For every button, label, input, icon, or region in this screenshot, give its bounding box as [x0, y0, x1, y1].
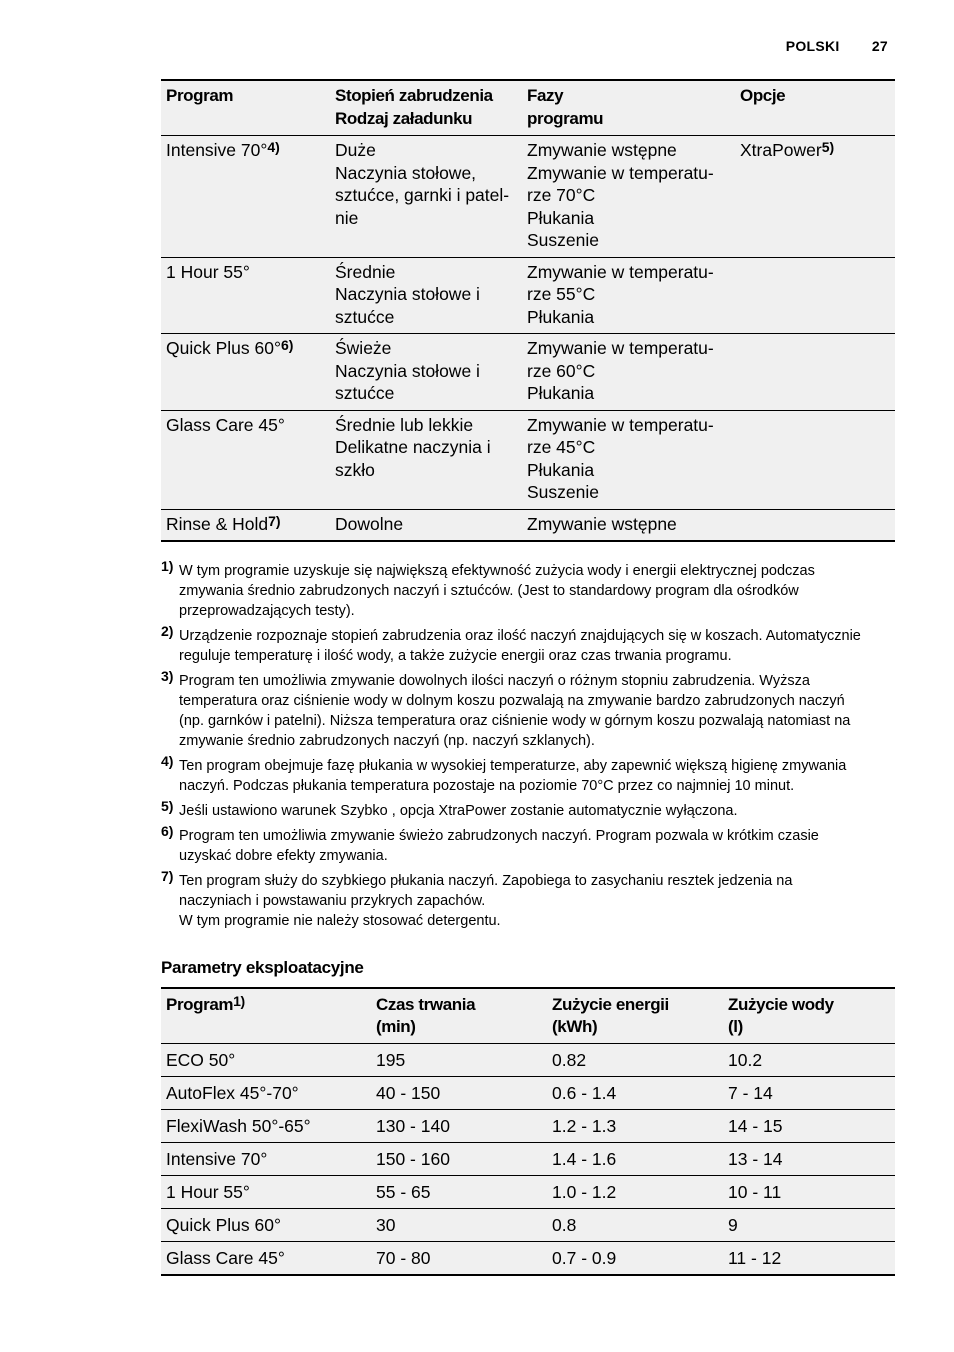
footnote: [161, 558, 901, 621]
footnote-number: 3): [161, 668, 174, 684]
language-label: POLSKI: [785, 38, 840, 54]
cell-soil: [330, 257, 522, 334]
footnote-text: przeprowadzających testy).: [179, 603, 355, 619]
footnote-text: (np. garnków i patelni). Niższa temperatura oraz ciśnienie wody w górnym koszu pozwalają natomiast na: [179, 713, 851, 729]
footnote-number: 7): [161, 868, 174, 884]
table-row: [161, 1209, 895, 1242]
cell-option: [735, 410, 895, 509]
cell-phases: [522, 136, 735, 258]
phase-line: Zmywanie w temperatu-: [527, 162, 714, 183]
cell-program: [161, 136, 330, 258]
soil-line: Naczynia stołowe i: [335, 360, 480, 381]
header-energy: Zużycie energii (kWh): [547, 988, 723, 1044]
footnote: [161, 868, 901, 931]
cell-program: Quick Plus 60°: [161, 1209, 371, 1242]
phase-line: Suszenie: [527, 230, 599, 250]
footnote-number: 6): [161, 823, 174, 839]
footnote-text: Ten program służy do szybkiego płukania naczyń. Zapobiega to zasychaniu resztek jedzenia na: [179, 873, 793, 889]
program-name: Rinse & Hold: [166, 513, 269, 534]
phase-line: rze 70°C: [527, 185, 596, 205]
cell-option: [735, 509, 895, 541]
footnote-text: temperatura oraz ciśnienie wody w dolnym koszu pozwalają na zmywanie bardzo zabrudzonych naczyń: [179, 693, 845, 709]
cell-program: AutoFlex 45°-70°: [161, 1077, 371, 1110]
footnote-ref: 5): [821, 139, 835, 155]
cell-program: [161, 410, 330, 509]
cell-soil: [330, 334, 522, 411]
cell-water: 7 - 14: [723, 1077, 895, 1110]
footnote-ref: 7): [268, 512, 281, 529]
soil-line: nie: [335, 207, 359, 228]
program-name: 1 Hour 55°: [166, 261, 250, 282]
soil-line: Dowolne: [335, 513, 404, 534]
cell-energy: 1.2 - 1.3: [547, 1110, 723, 1143]
program-name: Quick Plus 60°: [166, 338, 281, 358]
program-table: [161, 79, 895, 542]
footnote-ref: 1): [233, 993, 245, 1009]
cell-energy: 0.7 - 0.9: [547, 1242, 723, 1276]
cell-energy: 0.82: [547, 1044, 723, 1077]
footnote: [161, 798, 901, 821]
table-row: [161, 1044, 895, 1077]
footnotes: [161, 558, 901, 936]
phase-line: Zmywanie w temperatu-: [527, 414, 714, 435]
cell-phases: [522, 334, 735, 411]
table-row: [161, 509, 895, 541]
cell-duration: 40 - 150: [371, 1077, 547, 1110]
soil-line: Średnie: [335, 261, 396, 282]
phase-line: Zmywanie w temperatu-: [527, 261, 714, 282]
footnote-text: Urządzenie rozpoznaje stopień zabrudzenia oraz ilość naczyń znajdujących się w koszach. Automatycznie: [179, 628, 861, 644]
cell-option: [735, 136, 895, 258]
cell-energy: 0.6 - 1.4: [547, 1077, 723, 1110]
header-phases: Fazy programu: [522, 80, 735, 136]
phase-line: rze 60°C: [527, 360, 596, 381]
page-number: 27: [871, 38, 888, 54]
option-name: XtraPower: [740, 140, 822, 160]
phase-line: Zmywanie wstępne: [527, 513, 677, 534]
cell-program: 1 Hour 55°: [161, 1176, 371, 1209]
phase-line: Zmywanie wstępne: [527, 140, 677, 160]
header-water: Zużycie wody (l): [723, 988, 895, 1044]
footnote-text: W tym programie uzyskuje się największą efektywność zużycia wody i energii elektrycznej podczas: [179, 563, 815, 579]
footnote: [161, 668, 901, 751]
table-row: [161, 1176, 895, 1209]
soil-line: Naczynia stołowe,: [335, 162, 477, 183]
soil-line: sztućce, garnki i patel-: [335, 185, 510, 205]
soil-line: Świeże: [335, 338, 392, 358]
footnote-text: uzyskać dobre efekty zmywania.: [179, 848, 388, 864]
footnote-text: naczyniach i powstawaniu przykrych zapachów.: [179, 893, 486, 909]
footnote-number: 4): [161, 753, 174, 769]
cell-water: 13 - 14: [723, 1143, 895, 1176]
cell-program: [161, 334, 330, 411]
table-row: [161, 334, 895, 411]
cell-duration: 55 - 65: [371, 1176, 547, 1209]
cell-program: Glass Care 45°: [161, 1242, 371, 1276]
cell-water: 11 - 12: [723, 1242, 895, 1276]
footnote-text: W tym programie nie należy stosować detergentu.: [179, 913, 501, 929]
table-row: [161, 257, 895, 334]
params-table-header: [161, 988, 895, 1044]
cell-energy: 0.8: [547, 1209, 723, 1242]
table-row: [161, 1077, 895, 1110]
cell-program: ECO 50°: [161, 1044, 371, 1077]
footnote: [161, 623, 901, 666]
cell-program: [161, 509, 330, 541]
cell-soil: [330, 509, 522, 541]
cell-program: [161, 257, 330, 334]
footnote-text: reguluje temperaturę i ilość wody, a także zużycie energii oraz czas trwania programu.: [179, 648, 732, 664]
footnote: [161, 753, 901, 796]
cell-phases: [522, 509, 735, 541]
soil-line: Delikatne naczynia i: [335, 437, 491, 457]
footnote: [161, 823, 901, 866]
phase-line: Płukania: [527, 207, 595, 228]
cell-energy: 1.4 - 1.6: [547, 1143, 723, 1176]
cell-duration: 195: [371, 1044, 547, 1077]
cell-duration: 30: [371, 1209, 547, 1242]
cell-soil: [330, 136, 522, 258]
footnote-number: 2): [161, 623, 174, 639]
soil-line: sztućce: [335, 383, 395, 403]
header-program: Program: [161, 80, 330, 136]
table-row: [161, 1143, 895, 1176]
program-table-header: [161, 80, 895, 136]
cell-water: 9: [723, 1209, 895, 1242]
footnote-text: Program ten umożliwia zmywanie dowolnych ilości naczyń o różnym stopniu zabrudzenia. Wyższa: [179, 673, 810, 689]
footnote-text: naczyń. Podczas płukania temperatura pozostaje na poziomie 70°C przez co najmniej 10 minut.: [179, 778, 795, 794]
header-options: Opcje: [735, 80, 895, 136]
table-row: [161, 1242, 895, 1276]
cell-water: 10 - 11: [723, 1176, 895, 1209]
phase-line: Suszenie: [527, 482, 599, 502]
cell-energy: 1.0 - 1.2: [547, 1176, 723, 1209]
footnote-text: zmywania średnio zabrudzonych naczyń i sztućców. (Jest to standardowy program dla ośrodków: [179, 583, 799, 599]
phase-line: Płukania: [527, 306, 595, 327]
page-header: [786, 38, 888, 54]
params-table: [161, 987, 895, 1276]
header-soil: Stopień zabrudzenia Rodzaj załadunku: [330, 80, 522, 136]
cell-duration: 150 - 160: [371, 1143, 547, 1176]
soil-line: Duże: [335, 140, 376, 160]
program-name: Glass Care 45°: [166, 414, 285, 435]
phase-line: Zmywanie w temperatu-: [527, 338, 714, 358]
program-name: Intensive 70°: [166, 140, 268, 160]
cell-option: [735, 334, 895, 411]
phase-line: rze 55°C: [527, 284, 596, 304]
header-duration: Czas trwania (min): [371, 988, 547, 1044]
phase-line: rze 45°C: [527, 437, 596, 457]
cell-water: 10.2: [723, 1044, 895, 1077]
footnote-text: zmywanie średnio zabrudzonych naczyń (np. naczyń szklanych).: [179, 733, 595, 749]
soil-line: szkło: [335, 459, 375, 480]
cell-phases: [522, 410, 735, 509]
cell-water: 14 - 15: [723, 1110, 895, 1143]
phase-line: Płukania: [527, 459, 595, 480]
footnote-number: 5): [161, 798, 174, 814]
cell-program: FlexiWash 50°-65°: [161, 1110, 371, 1143]
table-row: [161, 136, 895, 258]
cell-program: Intensive 70°: [161, 1143, 371, 1176]
table-row: [161, 410, 895, 509]
footnote-text: Jeśli ustawiono warunek Szybko , opcja XtraPower zostanie automatycznie wyłączona.: [179, 803, 738, 819]
footnote-ref: 6): [280, 337, 294, 353]
params-section-title: Parametry eksploatacyjne: [161, 958, 364, 977]
footnote-ref: 4): [267, 139, 280, 155]
footnote-text: Program ten umożliwia zmywanie świeżo zabrudzonych naczyń. Program pozwala w krótkim czasie: [179, 828, 819, 844]
soil-line: Średnie lub lekkie: [335, 414, 474, 435]
cell-duration: 70 - 80: [371, 1242, 547, 1276]
phase-line: Płukania: [527, 383, 595, 403]
cell-phases: [522, 257, 735, 334]
soil-line: Naczynia stołowe i: [335, 284, 480, 304]
footnote-number: 1): [161, 558, 174, 574]
cell-soil: [330, 410, 522, 509]
soil-line: sztućce: [335, 306, 395, 327]
header-program: Program$^{1)}$: [161, 988, 371, 1044]
table-row: [161, 1110, 895, 1143]
cell-duration: 130 - 140: [371, 1110, 547, 1143]
cell-option: [735, 257, 895, 334]
footnote-text: Ten program obejmuje fazę płukania w wysokiej temperaturze, aby zapewnić większą higienę zmywania: [179, 758, 847, 774]
